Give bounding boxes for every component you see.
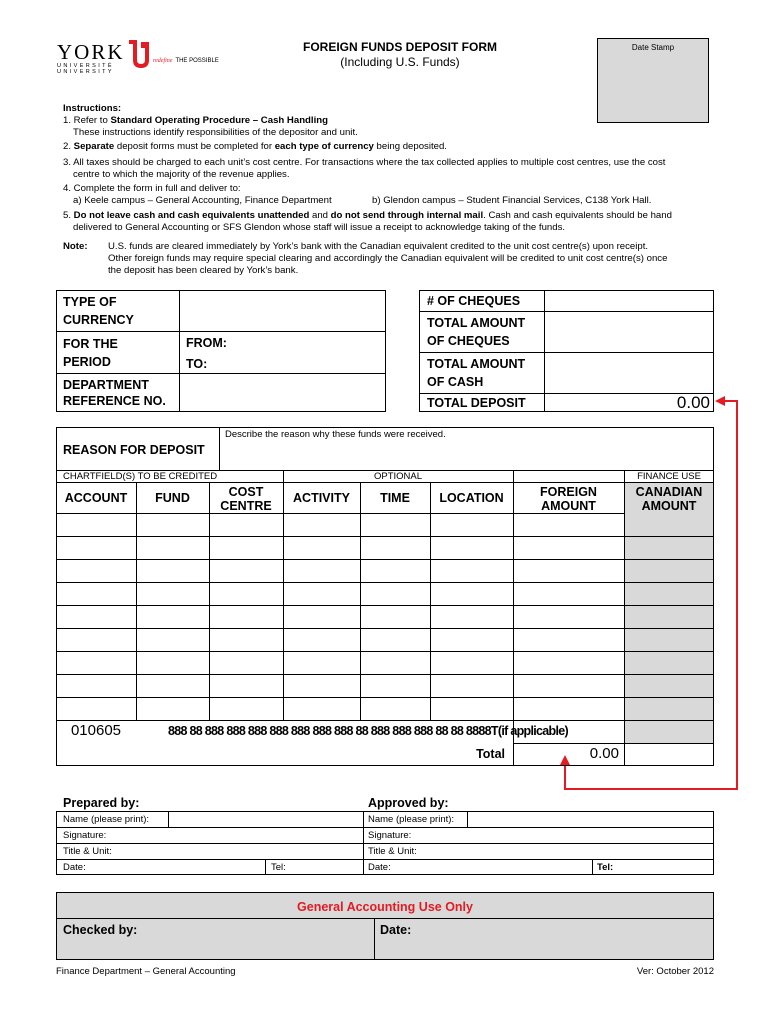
col-canadian-1: CANADIAN (635, 485, 703, 499)
prepared-name-label: Name (please print): (63, 814, 150, 825)
to-label: TO: (186, 357, 208, 371)
total-deposit-label: TOTAL DEPOSIT (427, 396, 526, 410)
instruction-3: 3. All taxes should be charged to each unit’s cost centre. For transactions where the tax collected applies to multiple cost centres, use the cost (63, 157, 666, 168)
divider (624, 470, 625, 482)
group-chartfield: CHARTFIELD(S) TO BE CREDITED (63, 471, 218, 482)
approved-by-label: Approved by: (368, 796, 449, 810)
i2-end: being deposited. (373, 141, 447, 152)
i5-mid: and (309, 210, 331, 221)
approved-signature-input[interactable] (420, 828, 713, 843)
logo-york-text: YORK (57, 40, 125, 64)
group-optional: OPTIONAL (373, 471, 423, 482)
total-cheques-2: OF CHEQUES (427, 334, 510, 348)
dept-1: DEPARTMENT (63, 378, 149, 392)
total-cash-input[interactable] (546, 354, 712, 392)
instruction-4: 4. Complete the form in full and deliver to: (63, 183, 241, 194)
logo-sub2: UNIVERSITY (57, 69, 115, 75)
table-row[interactable] (57, 514, 624, 536)
i5-num: 5. (63, 210, 74, 221)
note-label: Note: (63, 241, 88, 252)
col-cost-centre (209, 485, 283, 513)
instruction-1 (63, 115, 723, 127)
total-cheques-1: TOTAL AMOUNT (427, 316, 526, 330)
i2-bold2: each type of currency (274, 141, 374, 152)
num-cheques-input[interactable] (546, 292, 712, 310)
divider (419, 352, 714, 353)
divider (374, 918, 375, 960)
prepared-date-input[interactable] (90, 860, 264, 875)
note-line-3: the deposit has been cleared by York’s bank. (108, 265, 299, 276)
approved-signature-label: Signature: (368, 830, 412, 841)
table-row[interactable] (57, 652, 624, 674)
instruction-4b: b) Glendon campus – Student Financial Services, C138 York Hall. (372, 195, 652, 206)
dept-2: REFERENCE NO. (63, 394, 166, 408)
col-fund: FUND (155, 491, 190, 505)
total-cheques-input[interactable] (546, 313, 712, 351)
period-label (63, 335, 118, 371)
total-value: 0.00 (589, 745, 619, 762)
finance-use-column (625, 483, 713, 744)
divider (56, 720, 714, 721)
from-label: FROM: (186, 336, 227, 350)
from-input[interactable] (236, 334, 382, 352)
type-currency-input[interactable] (181, 292, 384, 330)
divider (265, 859, 266, 875)
instruction-4a: a) Keele campus – General Accounting, Finance Department (73, 195, 332, 206)
total-cheques-label (427, 314, 525, 350)
instruction-2 (63, 141, 723, 153)
prepared-tel-input[interactable] (292, 860, 362, 875)
note-line-2: Other foreign funds may require special clearing and accordingly the Canadian equivalent will be credited to unit cost centre(s) once (108, 253, 668, 264)
instructions-heading: Instructions: (63, 103, 122, 114)
logo-sub1: UNIVERSITÉ (57, 63, 115, 69)
approved-name-label: Name (please print): (368, 814, 455, 825)
instruction-1-sub: These instructions identify responsibilities of the depositor and unit. (73, 127, 358, 138)
table-row[interactable] (57, 629, 624, 651)
divider (419, 311, 714, 312)
prepared-date-label: Date: (63, 862, 86, 873)
logo-tagline (153, 58, 219, 64)
col-canadian-amount (624, 485, 714, 513)
divider (179, 290, 180, 412)
type-currency-1: TYPE OF (63, 295, 117, 309)
divider (56, 918, 714, 919)
col-foreign-1: FOREIGN (540, 485, 597, 499)
period-1: FOR THE (63, 337, 118, 351)
col-activity: ACTIVITY (293, 491, 350, 505)
table-row[interactable] (57, 537, 624, 559)
approved-title-label: Title & Unit: (368, 846, 417, 857)
footer-left: Finance Department – General Accounting (56, 966, 236, 977)
i5-end: . Cash and cash equivalents should be hand (483, 210, 672, 221)
prepared-title-label: Title & Unit: (63, 846, 112, 857)
col-foreign-amount (513, 485, 624, 513)
prepared-title-input[interactable] (120, 844, 362, 859)
approved-title-input[interactable] (420, 844, 713, 859)
divider (219, 427, 220, 471)
divider (168, 811, 169, 827)
col-foreign-2: AMOUNT (541, 499, 596, 513)
approved-date-label: Date: (368, 862, 391, 873)
reason-hint: Describe the reason why these funds were received. (225, 429, 446, 440)
reason-input[interactable] (221, 442, 711, 469)
date-stamp-label: Date Stamp (631, 43, 675, 52)
prepared-signature-label: Signature: (63, 830, 107, 841)
col-location: LOCATION (439, 491, 504, 505)
total-label: Total (476, 747, 505, 761)
i2-num: 2. (63, 141, 74, 152)
sop-link[interactable]: Standard Operating Procedure – Cash Handling (110, 115, 328, 126)
group-finance: FINANCE USE (637, 471, 701, 482)
reason-label: REASON FOR DEPOSIT (63, 443, 205, 457)
checked-by-input[interactable] (140, 920, 372, 958)
total-deposit-value: 0.00 (676, 393, 710, 412)
col-account: ACCOUNT (64, 491, 128, 505)
type-currency-label (63, 293, 134, 329)
dept-input[interactable] (181, 375, 384, 410)
logo-tagline-a: redefine (153, 58, 173, 64)
ga-date-input[interactable] (418, 920, 712, 958)
total-cash-label (427, 355, 525, 391)
divider (513, 743, 714, 744)
approved-name-input[interactable] (469, 812, 713, 827)
divider (56, 331, 386, 332)
table-row[interactable] (57, 606, 624, 628)
total-cash-2: OF CASH (427, 375, 484, 389)
note-line-1: U.S. funds are cleared immediately by York’s bank with the Canadian equivalent credited to the unit cost centre(s) upon receipt. (108, 241, 649, 252)
i5-bold2: do not send through internal mail (330, 210, 484, 221)
divider (56, 482, 714, 483)
footer-right: Ver: October 2012 (636, 966, 714, 977)
prepared-by-label: Prepared by: (63, 796, 140, 810)
total-cash-1: TOTAL AMOUNT (427, 357, 526, 371)
num-cheques-label: # OF CHEQUES (427, 294, 521, 308)
checked-by-label: Checked by: (63, 923, 138, 937)
i2-mid: deposit forms must be completed for (114, 141, 275, 152)
instruction-5b: delivered to General Accounting or SFS Glendon whose staff will issue a receipt to acknowledge taking of the funds. (73, 222, 566, 233)
i2-bold1: Separate (73, 141, 115, 152)
approved-date-input[interactable] (395, 860, 591, 875)
prepared-tel-label: Tel: (271, 862, 286, 873)
york-logo (57, 38, 227, 78)
logo-u-icon (127, 40, 151, 72)
ga-title: General Accounting Use Only (297, 900, 473, 914)
form-subtitle: (Including U.S. Funds) (340, 55, 460, 69)
period-2: PERIOD (63, 355, 111, 369)
col-cost-2: CENTRE (220, 499, 272, 513)
i1-num: 1. Refer to (63, 115, 111, 126)
divider (592, 859, 593, 875)
table-row[interactable] (57, 560, 624, 582)
to-input[interactable] (236, 355, 382, 373)
divider (624, 482, 625, 766)
ga-date-label: Date: (380, 923, 412, 937)
table-row[interactable] (57, 698, 624, 720)
divider (467, 811, 468, 827)
instruction-3b: centre to which the majority of the revenue applies. (73, 169, 290, 180)
approved-tel-label: Tel: (597, 862, 614, 873)
prepared-name-input[interactable] (170, 812, 362, 827)
col-canadian-2: AMOUNT (641, 499, 697, 513)
table-row[interactable] (57, 583, 624, 605)
instruction-5 (63, 210, 723, 222)
i5-bold1: Do not leave cash and cash equivalents unattended (73, 210, 310, 221)
col-cost-1: COST (228, 485, 264, 499)
divider (283, 470, 284, 482)
prepared-signature-input[interactable] (120, 828, 362, 843)
tax-text: 888 88 888 888 888 888 888 888 888 88 888 888 888 88 88 8888T(if applicable) (168, 724, 568, 738)
col-time: TIME (380, 491, 410, 505)
logo-tagline-b: THE POSSIBLE (175, 58, 219, 64)
table-row[interactable] (57, 675, 624, 697)
type-currency-2: CURRENCY (63, 313, 134, 327)
divider (513, 470, 514, 482)
divider (56, 373, 386, 374)
approved-tel-input[interactable] (620, 860, 713, 875)
dept-label (63, 377, 166, 409)
tax-account: 010605 (70, 722, 122, 739)
form-title: FOREIGN FUNDS DEPOSIT FORM (302, 40, 497, 54)
